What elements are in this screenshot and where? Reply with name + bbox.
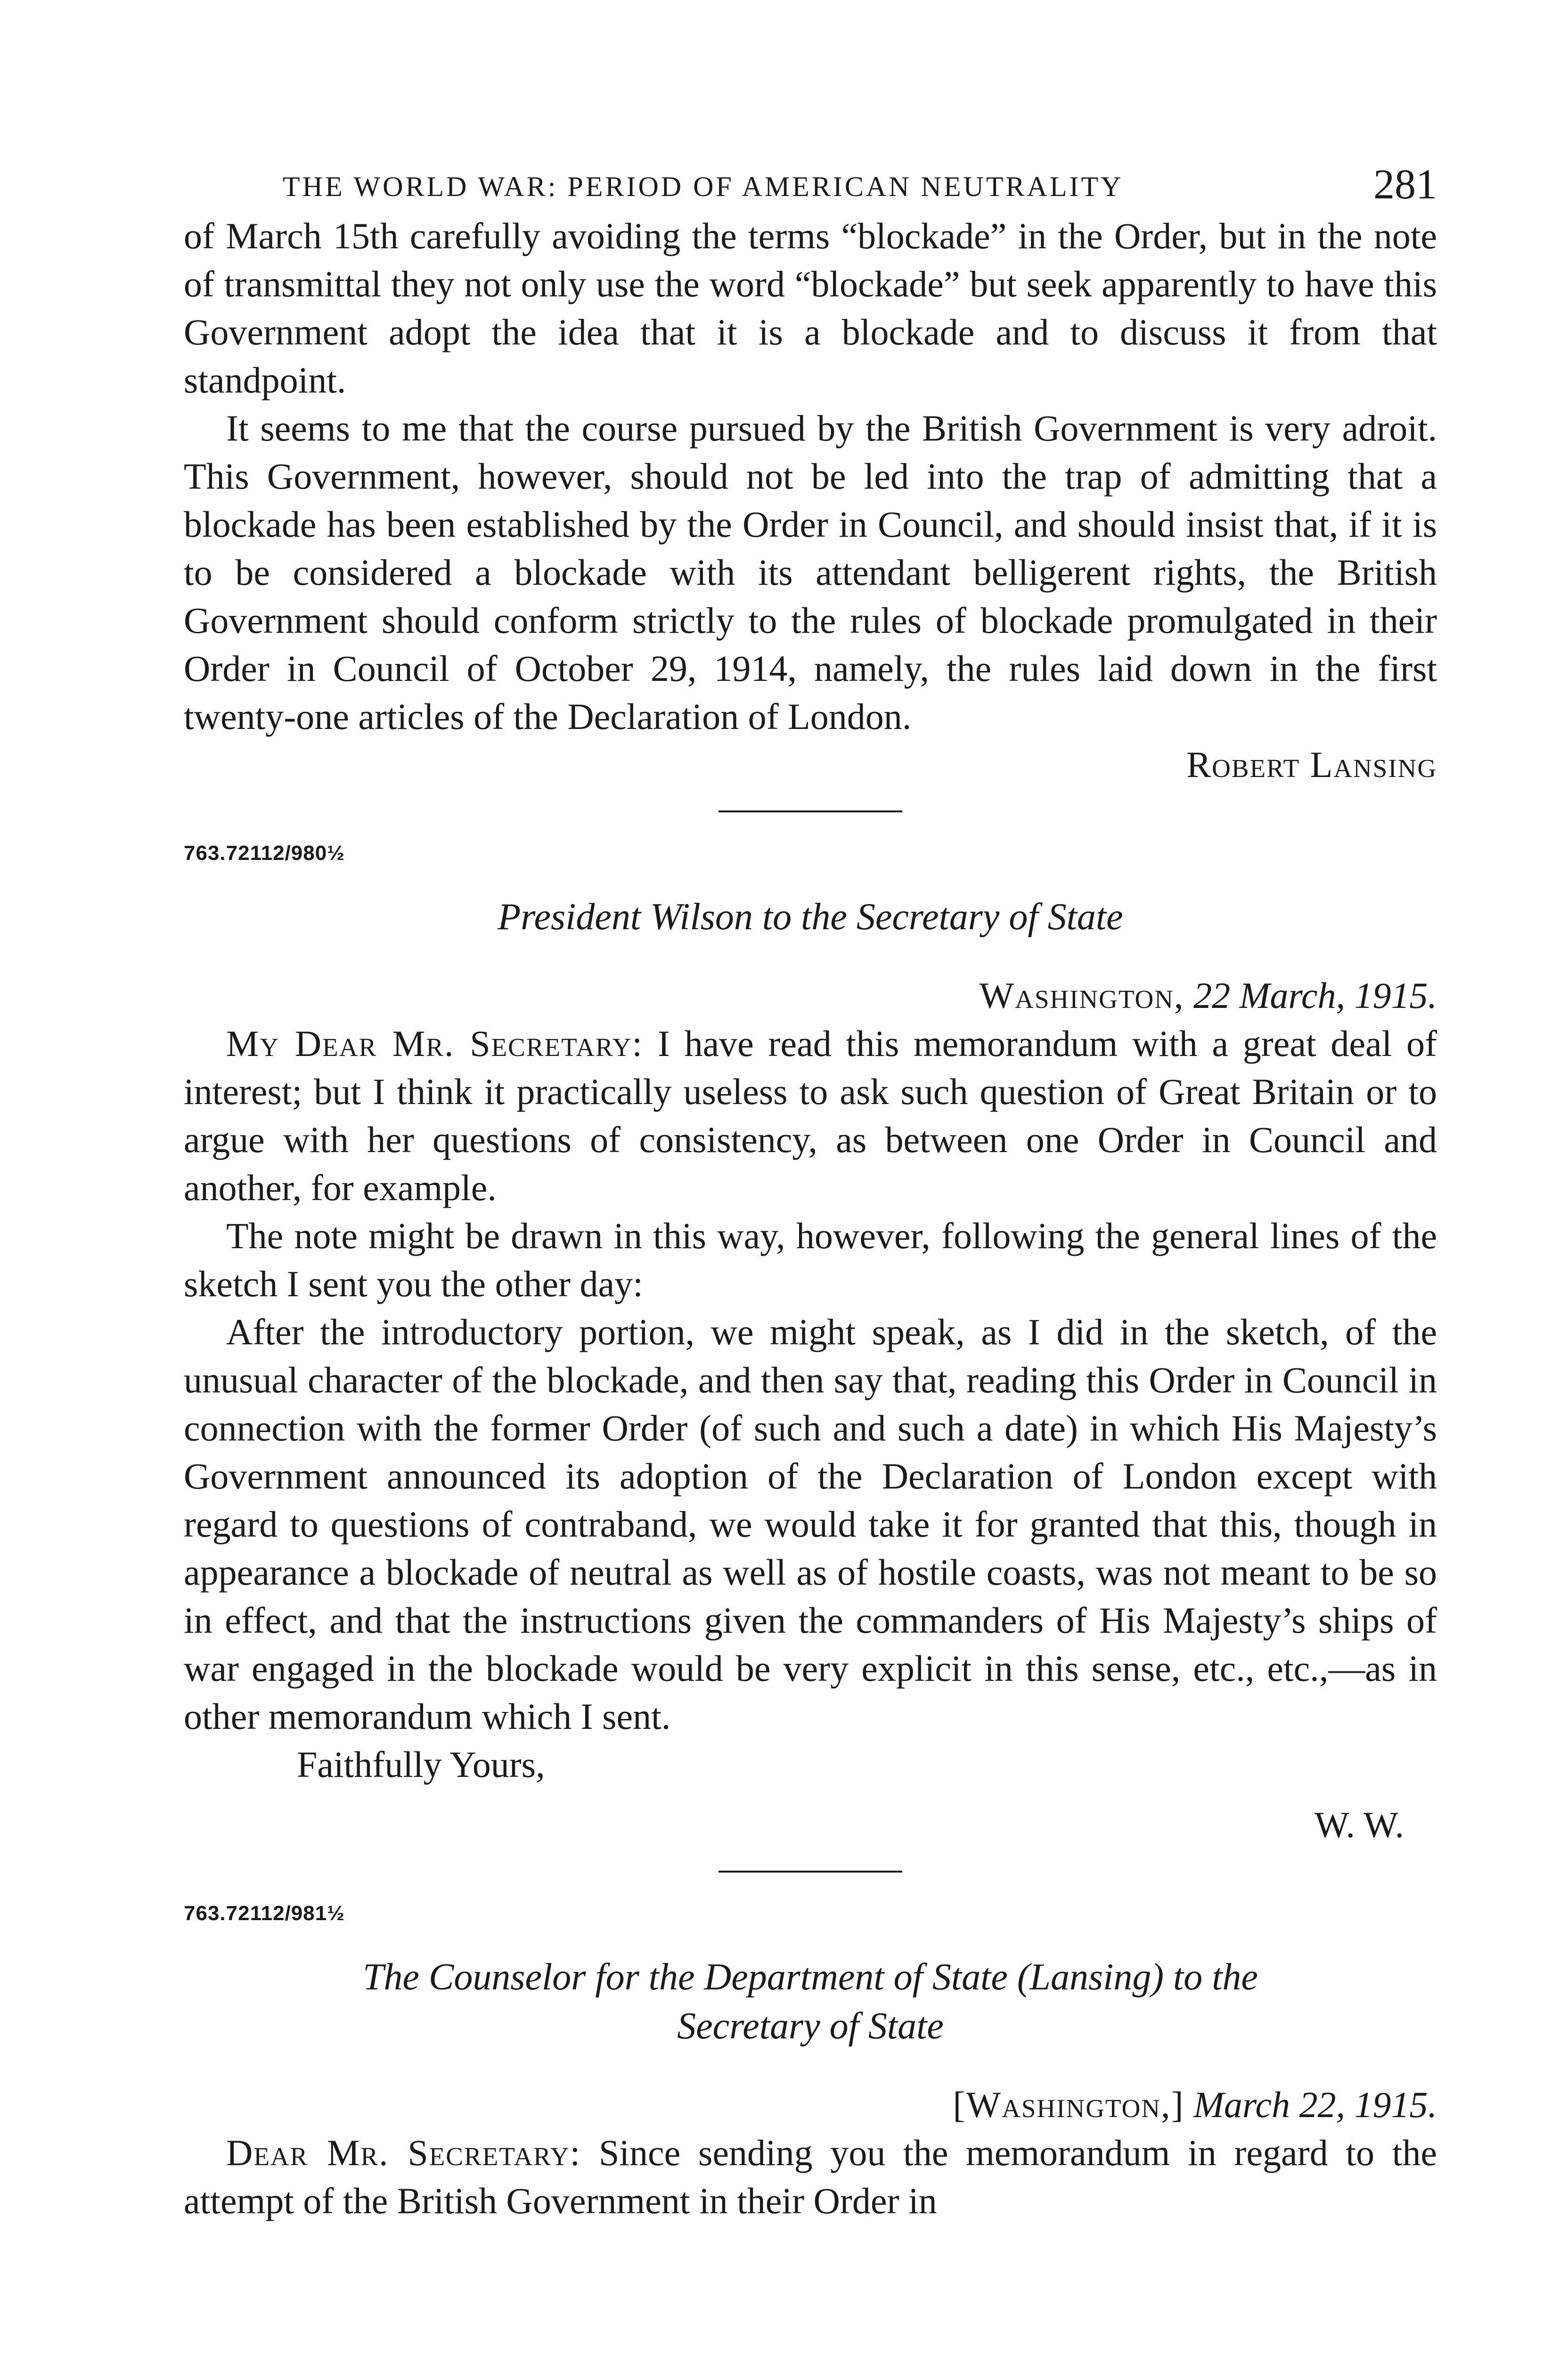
continuation-paragraph: of March 15th carefully avoiding the terms “blockade” in the Order, but in the note of transmittal they not only use the word “blockade” but seek apparently to have this Government adopt the idea that it is a blockade and to discuss it from that standpoint. <box>184 215 1437 401</box>
letter-paragraph: Dear Mr. Secretary: Since sending you the memorandum in regard to the attempt of the British Government in their Order in <box>184 2132 1437 2221</box>
document-title: President Wilson to the Secretary of State <box>498 896 1123 938</box>
letter-paragraph: After the introductory portion, we might speak, as I did in the sketch, of the unusual character of the blockade, and then say that, reading this Order in Council in connection with the former Order (of such and such a date) in which His Majesty’s Government announced its adoption of the Declaration of London except with regard to questions of contraband, we would take it for granted that this, though in appearance a blockade of neutral as well as of hostile coasts, was not meant to be so in effect, and that the instructions given the commanders of His Majesty’s ships of war engaged in the blockade would be very explicit in this sense, etc., etc.,—as in other memorandum which I sent. <box>184 1311 1437 1737</box>
file-number: 763.72112/980½ <box>184 842 345 865</box>
letter-body <box>184 2129 1437 2225</box>
dateline: Washington, 22 March, 1915. <box>979 975 1437 1016</box>
salutation: My Dear Mr. Secretary: <box>226 1023 644 1064</box>
continuation-section <box>184 212 1437 741</box>
running-head <box>184 160 1437 212</box>
section-divider <box>719 1871 902 1873</box>
signature-lansing: Robert Lansing <box>1186 744 1437 785</box>
closing: Faithfully Yours, <box>297 1744 545 1785</box>
running-head-title: THE WORLD WAR: PERIOD OF AMERICAN NEUTRALITY <box>283 171 1124 202</box>
letter-body <box>184 1020 1437 1789</box>
document-page <box>184 160 1437 2225</box>
continuation-paragraph: It seems to me that the course pursued by the British Government is very adroit. This Government, however, should not be led into the trap of admitting that a blockade has been established by the Order in Council, and should insist that, if it is to be considered a blockade with its attendant belligerent rights, the British Government should conform strictly to the rules of blockade promulgated in their Order in Council of October 29, 1914, namely, the rules laid down in the first twenty-one articles of the Declaration of London. <box>184 408 1437 737</box>
page-number: 281 <box>1373 161 1437 208</box>
letter-paragraph: The note might be drawn in this way, however, following the general lines of the sketch I sent you the other day: <box>184 1215 1437 1304</box>
document-title: The Counselor for the Department of State (Lansing) to the Secretary of State <box>363 1956 1258 2047</box>
section-divider <box>719 810 902 812</box>
letter-paragraph: My Dear Mr. Secretary: I have read this memorandum with a great deal of interest; but I think it practically useless to ask such question of Great Britain or to argue with her questions of consistency, as between one Order in Council and another, for example. <box>184 1023 1437 1208</box>
salutation: Dear Mr. Secretary: <box>226 2132 581 2173</box>
dateline: [Washington,] March 22, 1915. <box>953 2084 1437 2125</box>
signature-initials: W. W. <box>1314 1804 1404 1845</box>
file-number: 763.72112/981½ <box>184 1902 345 1925</box>
